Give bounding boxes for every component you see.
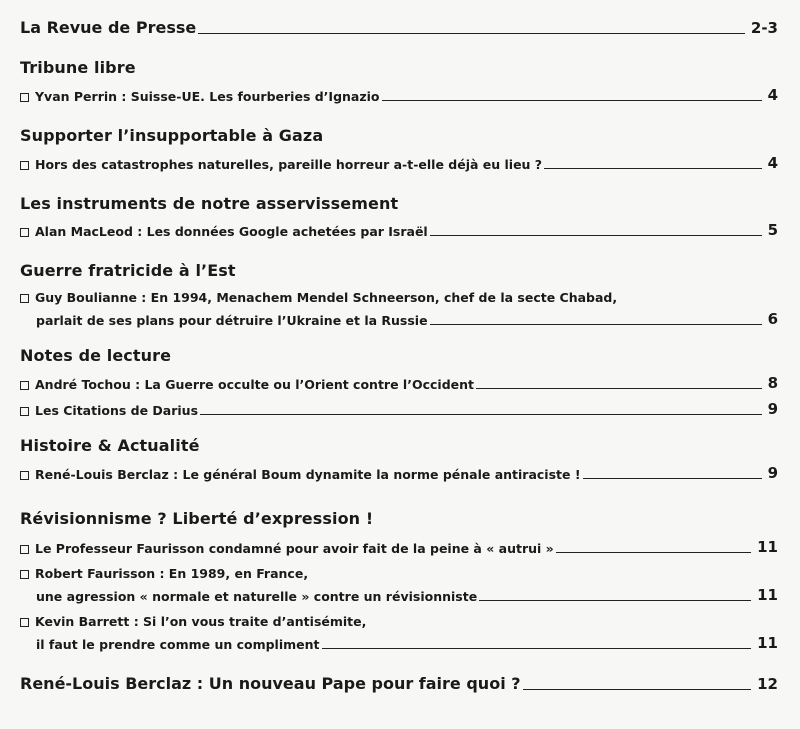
section-heading: Guerre fratricide à l’Est xyxy=(20,261,236,280)
toc-entry-title: Yvan Perrin : Suisse-UE. Les fourberies d’Ignazio xyxy=(35,89,380,104)
toc-entry-title: Les Citations de Darius xyxy=(35,403,199,418)
section-heading: Notes de lecture xyxy=(20,346,172,365)
page-number: 11 xyxy=(757,634,778,652)
toc-entry-line1: Robert Faurisson : En 1989, en France, xyxy=(20,566,308,581)
toc-entry-pape xyxy=(20,674,778,693)
toc-entry xyxy=(20,154,778,172)
toc-entry-line2 xyxy=(36,634,778,652)
leader-line xyxy=(523,689,752,690)
leader-line xyxy=(198,33,745,34)
checkbox-icon xyxy=(20,294,29,303)
toc-entry-line1: Guy Boulianne : En 1994, Menachem Mendel Schneerson, chef de la secte Chabad, xyxy=(20,290,617,305)
page-number: 11 xyxy=(757,586,778,604)
toc-entry xyxy=(20,538,778,556)
checkbox-icon xyxy=(20,618,29,627)
toc-entry-title: René-Louis Berclaz : Le général Boum dynamite la norme pénale antiraciste ! xyxy=(35,467,581,482)
leader-line xyxy=(322,648,752,649)
section-heading: Supporter l’insupportable à Gaza xyxy=(20,126,324,145)
leader-line xyxy=(200,414,762,415)
toc-entry xyxy=(20,374,778,392)
page-number: 11 xyxy=(757,538,778,556)
toc-entry-revue xyxy=(20,18,778,37)
section-heading: Les instruments de notre asservissement xyxy=(20,194,399,213)
page-number: 6 xyxy=(767,310,778,328)
toc-entry xyxy=(20,464,778,482)
toc-entry-title: Alan MacLeod : Les données Google achetées par Israël xyxy=(35,224,428,239)
leader-line xyxy=(476,388,762,389)
leader-line xyxy=(556,552,751,553)
checkbox-icon xyxy=(20,381,29,390)
leader-line xyxy=(479,600,751,601)
section-heading: Révisionnisme ? Liberté d’expression ! xyxy=(20,509,374,528)
page-number: 2-3 xyxy=(750,19,778,37)
checkbox-icon xyxy=(20,93,29,102)
page-number: 9 xyxy=(767,400,778,418)
toc-entry-line1: Kevin Barrett : Si l’on vous traite d’antisémite, xyxy=(20,614,366,629)
toc-entry-title: André Tochou : La Guerre occulte ou l’Orient contre l’Occident xyxy=(35,377,474,392)
page-number: 4 xyxy=(767,154,778,172)
toc-entry xyxy=(20,400,778,418)
checkbox-icon xyxy=(20,570,29,579)
page-number: 9 xyxy=(767,464,778,482)
toc-entry-title: La Revue de Presse xyxy=(20,18,197,37)
leader-line xyxy=(583,478,762,479)
leader-line xyxy=(544,168,762,169)
toc-entry-title: une agression « normale et naturelle » contre un révisionniste xyxy=(36,589,478,604)
checkbox-icon xyxy=(20,161,29,170)
page-number: 12 xyxy=(757,675,778,693)
toc-entry-title: parlait de ses plans pour détruire l’Ukraine et la Russie xyxy=(36,313,428,328)
checkbox-icon xyxy=(20,545,29,554)
leader-line xyxy=(430,324,762,325)
page-number: 5 xyxy=(767,221,778,239)
page-number: 4 xyxy=(767,86,778,104)
section-heading: Histoire & Actualité xyxy=(20,436,200,455)
toc-entry-title: Le Professeur Faurisson condamné pour avoir fait de la peine à « autrui » xyxy=(35,541,554,556)
toc-entry-line2 xyxy=(36,310,778,328)
section-heading: Tribune libre xyxy=(20,58,136,77)
checkbox-icon xyxy=(20,407,29,416)
toc-entry xyxy=(20,86,778,104)
checkbox-icon xyxy=(20,228,29,237)
toc-entry-title: il faut le prendre comme un compliment xyxy=(36,637,320,652)
toc-entry-line2 xyxy=(36,586,778,604)
leader-line xyxy=(382,100,762,101)
page-number: 8 xyxy=(767,374,778,392)
toc-entry-title: Hors des catastrophes naturelles, pareille horreur a-t-elle déjà eu lieu ? xyxy=(35,157,543,172)
toc-entry xyxy=(20,221,778,239)
leader-line xyxy=(430,235,762,236)
checkbox-icon xyxy=(20,471,29,480)
toc-entry-title: René-Louis Berclaz : Un nouveau Pape pour faire quoi ? xyxy=(20,674,521,693)
